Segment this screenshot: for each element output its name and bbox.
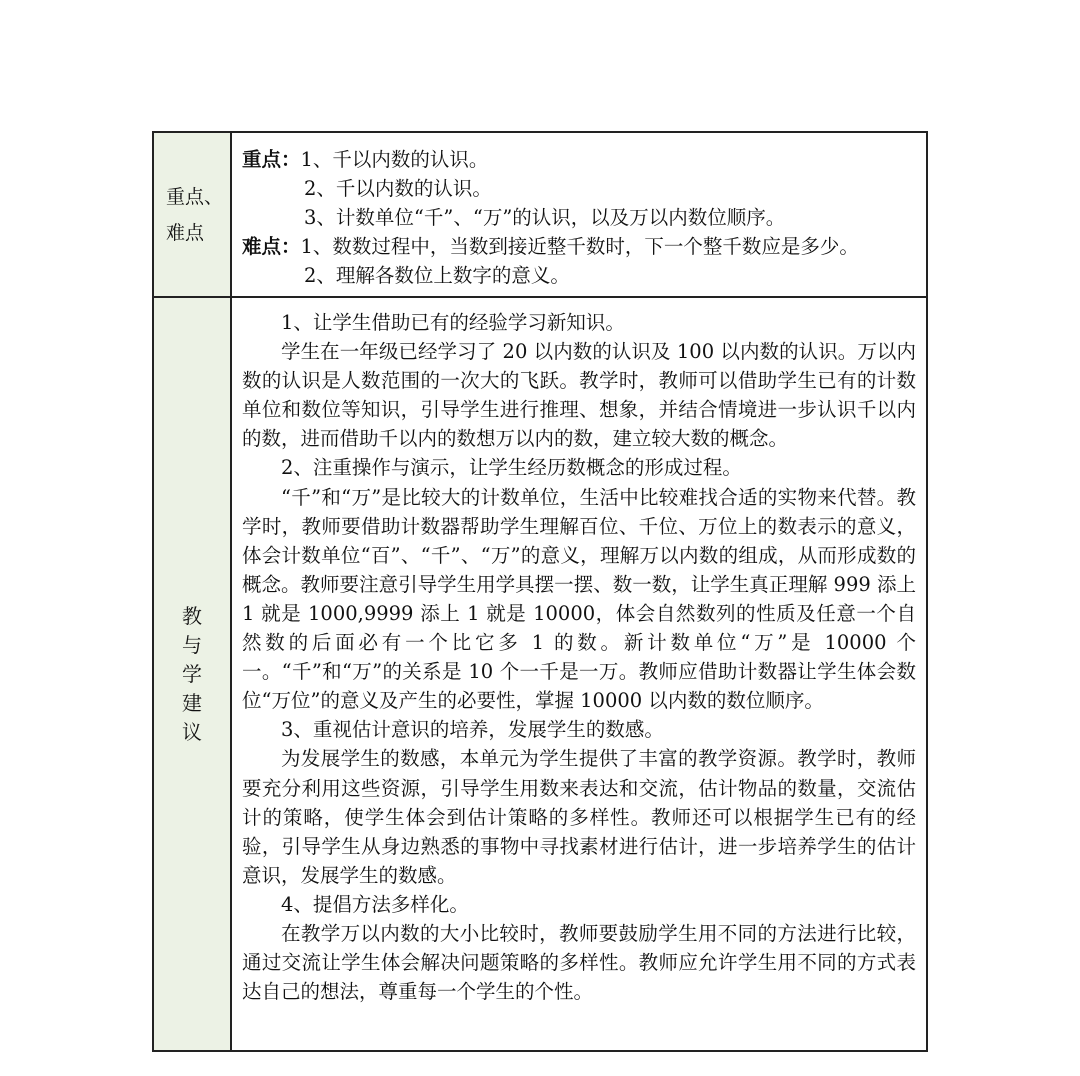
advice-paragraph: 在教学万以内数的大小比较时，教师要鼓励学生用不同的方法进行比较，通过交流让学生体会解决问题策略的多样性。教师应允许学生用不同的方式表达自己的想法，尊重每一个学生的个性。 [242, 921, 916, 1004]
advice-paragraph: 2、注重操作与演示，让学生经历数概念的形成过程。 [281, 456, 742, 480]
key-point-heading: 重点： [242, 148, 301, 171]
key-point-line-1 [242, 145, 916, 174]
key-difficult-content [232, 133, 926, 296]
key-point-item: 2、千以内数的认识。 [304, 177, 492, 200]
advice-paragraph: 为发展学生的数感，本单元为学生提供了丰富的教学资源。教学时，教师要充分利用这些资源，引导学生用数来表达和交流，估计物品的数量，交流估计的策略，使学生体会到估计策略的多样性。教师还可以根据学生已有的经验，引导学生从身边熟悉的事物中寻找素材进行估计，进一步培养学生的估计意识，发展学生的数感。 [242, 747, 916, 887]
teaching-advice-label: 教与学建议 [182, 603, 202, 744]
key-difficult-label: 重点、难点 [166, 185, 224, 244]
advice-paragraph: 1、让学生借助已有的经验学习新知识。 [281, 311, 625, 334]
key-difficult-row [154, 133, 926, 298]
key-point-line-2 [242, 174, 916, 203]
advice-paragraph: 4、提倡方法多样化。 [281, 892, 469, 916]
teaching-advice-row [154, 298, 926, 1050]
key-point-item: 3、计数单位“千”、“万”的认识，以及万以内数位顺序。 [304, 206, 786, 229]
lesson-plan-table [152, 131, 928, 1052]
difficult-point-item: 2、理解各数位上数字的意义。 [304, 264, 570, 287]
advice-paragraph: 学生在一年级已经学习了 20 以内数的认识及 100 以内数的认识。万以内数的认识是人数范围的一次大的飞跃。教学时，教师可以借助学生已有的计数单位和数位等知识，引导学生进行推理、想象，并结合情境进一步认识千以内的数，进而借助千以内的数想万以内的数，建立较大数的概念。 [242, 340, 916, 451]
difficult-point-heading: 难点： [242, 235, 301, 258]
key-point-item: 1、千以内数的认识。 [300, 148, 489, 171]
difficult-point-line-1 [242, 232, 916, 261]
advice-paragraph: 3、重视估计意识的培养，发展学生的数感。 [281, 718, 664, 742]
key-point-line-3 [242, 203, 916, 232]
key-difficult-label-cell [154, 133, 232, 296]
teaching-advice-label-cell [154, 298, 232, 1050]
advice-paragraph: “千”和“万”是比较大的计数单位，生活中比较难找合适的实物来代替。教学时，教师要借助计数器帮助学生理解百位、千位、万位上的数表示的意义，体会计数单位“百”、“千”、“万”的意义，理解万以内数的组成，从而形成数的概念。教师要注意引导学生用学具摆一摆、数一数，让学生真正理解 999 添上 1 就是 1000,9999 添上 1 就是 10000，体会自然数列的性质及任意一个自然数的后面必有一个比它多 1 的数。新计数单位“万”是 10000 个一。“千”和“万”的关系是 10 个一千是一万。教师应借助计数器让学生体会数位“万位”的意义及产生的必要性，掌握 10000 以内数的数位顺序。 [242, 485, 916, 713]
teaching-advice-content [232, 298, 926, 1050]
difficult-point-item: 1、数数过程中，当数到接近整千数时，下一个整千数应是多少。 [300, 235, 859, 258]
difficult-point-line-2 [242, 261, 916, 290]
